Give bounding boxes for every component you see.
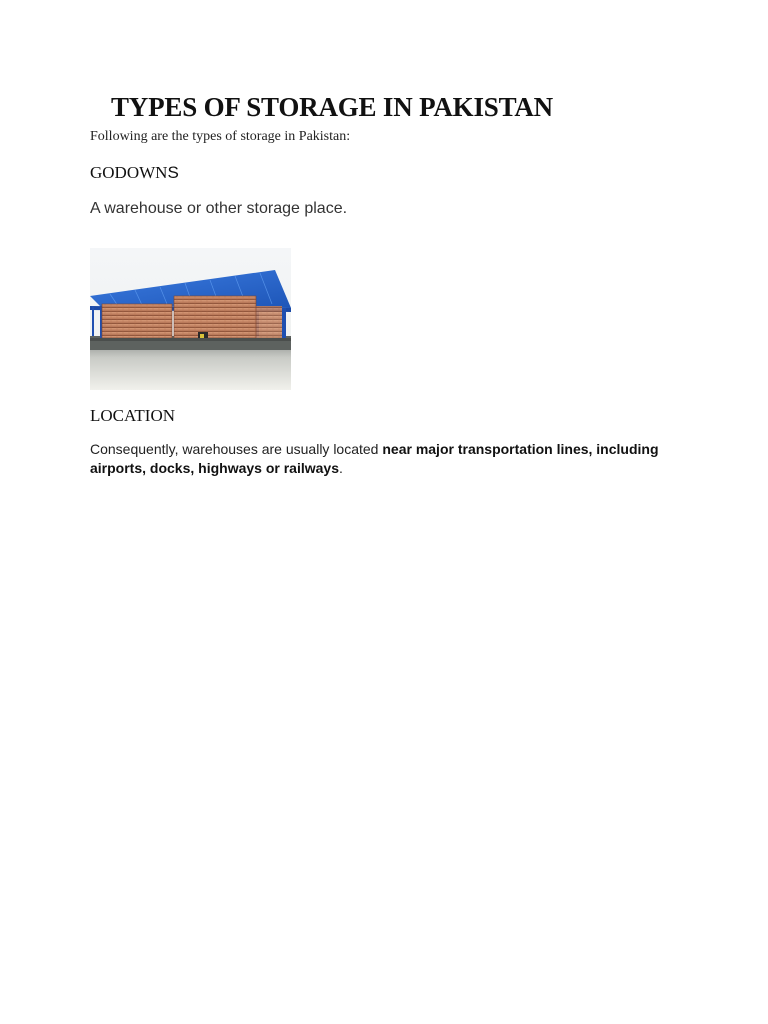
godowns-heading: [90, 163, 179, 183]
location-text-plain: Consequently, warehouses are usually located: [90, 441, 383, 457]
location-text-bold: near major transportation lines, including airports, docks, highways or railways: [90, 441, 659, 476]
location-heading: LOCATION: [90, 406, 175, 425]
warehouse-photo: [90, 248, 291, 390]
godowns-definition: A warehouse or other storage place.: [90, 200, 348, 217]
document-title: TYPES OF STORAGE IN PAKISTAN: [111, 92, 553, 122]
godowns-heading-main: GODOWN: [90, 163, 168, 182]
location-paragraph: [90, 440, 690, 478]
godowns-heading-tail: S: [167, 163, 179, 182]
intro-text: Following are the types of storage in Pakistan:: [90, 129, 351, 144]
location-text-end: .: [338, 460, 343, 476]
